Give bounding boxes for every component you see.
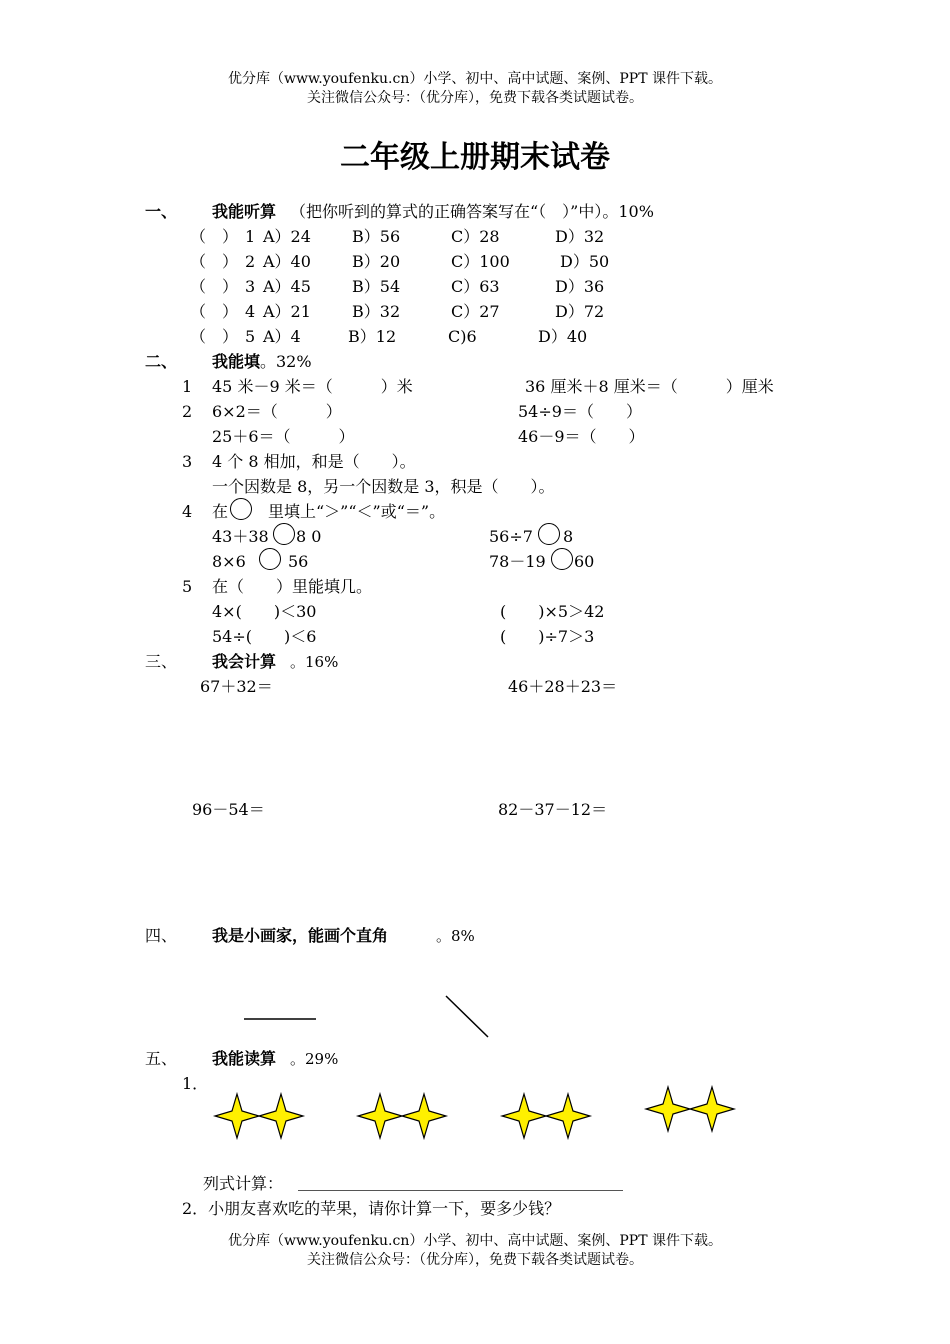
fill-item: 4×( )＜30	[212, 602, 317, 621]
option-c: C）100	[451, 252, 510, 271]
compare-instruction-prefix: 在	[212, 502, 229, 521]
star-icon	[259, 1094, 303, 1138]
compare-right: 8 0	[296, 527, 322, 546]
option-d: D）36	[555, 277, 605, 296]
page-title: 二年级上册期末试卷	[340, 140, 610, 175]
option-d: D）72	[555, 302, 605, 321]
calc-expression: 46＋28＋23＝	[508, 677, 618, 696]
section-3-title: 我会计算	[212, 652, 277, 671]
footer-line-2: 关注微信公众号：（优分库），免费下载各类试题试卷。	[307, 1252, 643, 1268]
option-b: B）32	[352, 302, 401, 321]
option-b: B）12	[348, 327, 397, 346]
option-a: A）40	[263, 252, 311, 271]
star-pair-4	[646, 1087, 734, 1131]
question-number: 1	[245, 227, 256, 246]
fill-item: 36 厘米＋8 厘米＝（ ）厘米	[525, 377, 774, 396]
fill-item: 54÷( )＜6	[212, 627, 317, 646]
section-2-percent: 。32%	[260, 352, 312, 371]
question-number: 5	[182, 577, 193, 596]
compare-right: 8	[563, 527, 574, 546]
answer-line[interactable]	[298, 1190, 623, 1191]
section-2-number: 二、	[145, 352, 178, 371]
option-c: C）63	[451, 277, 500, 296]
answer-paren: （ ）	[190, 327, 239, 346]
compare-left: 78－19	[489, 552, 546, 571]
calc-expression: 82－37－12＝	[498, 800, 608, 819]
question-number: 1	[182, 377, 193, 396]
calc-expression: 96－54＝	[192, 800, 265, 819]
question-number: 4	[245, 302, 256, 321]
option-d: D）32	[555, 227, 605, 246]
option-a: A）4	[263, 327, 301, 346]
star-pair-1	[215, 1094, 303, 1138]
fill-item: 4 个 8 相加，和是（ ）。	[212, 452, 416, 471]
answer-paren: （ ）	[190, 227, 239, 246]
option-b: B）20	[352, 252, 401, 271]
option-c: C）28	[451, 227, 500, 246]
star-icon	[215, 1094, 259, 1138]
star-icon	[402, 1094, 446, 1138]
question-number: 5	[245, 327, 256, 346]
fill-item: 46－9＝（ ）	[518, 427, 645, 446]
option-c: C）27	[451, 302, 500, 321]
section-2-title: 我能填	[212, 352, 261, 371]
section-4-title: 我是小画家，能画个直角	[212, 926, 389, 945]
section-4-percent: 。8%	[436, 927, 475, 945]
fill-item: 54÷9＝（ ）	[518, 402, 642, 421]
section-3-number: 三、	[145, 652, 178, 671]
star-icon	[358, 1094, 402, 1138]
question-number: 3	[182, 452, 193, 471]
star-pair-3	[502, 1094, 590, 1138]
fill-item: ( )×5＞42	[500, 602, 605, 621]
answer-paren: （ ）	[190, 302, 239, 321]
option-a: A）45	[263, 277, 311, 296]
compare-instruction: 里填上“＞”“＜”或“＝”。	[268, 502, 446, 521]
option-d: D）40	[538, 327, 588, 346]
answer-paren: （ ）	[190, 252, 239, 271]
star-icon	[546, 1094, 590, 1138]
word-problem: 2．小朋友喜欢吃的苹果，请你计算一下，要多少钱？	[182, 1199, 561, 1218]
option-b: B）54	[352, 277, 401, 296]
equation-label: 列式计算：	[203, 1174, 284, 1193]
section-5-percent: 。29%	[290, 1050, 339, 1068]
fill-instruction: 在（ ）里能填几。	[212, 577, 373, 596]
compare-left: 8×6	[212, 552, 246, 571]
compare-right: 60	[574, 552, 595, 571]
star-icon	[690, 1087, 734, 1131]
star-icon	[502, 1094, 546, 1138]
compare-left: 56÷7	[489, 527, 533, 546]
option-d: D）50	[560, 252, 610, 271]
star-icon	[646, 1087, 690, 1131]
footer-line-1: 优分库（www.youfenku.cn）小学、初中、高中试题、案例、PPT 课件下载。	[227, 1233, 722, 1249]
compare-right: 56	[288, 552, 309, 571]
fill-item: 6×2＝（ ）	[212, 402, 342, 421]
section-5-title: 我能读算	[212, 1049, 277, 1068]
question-number: 3	[245, 277, 256, 296]
option-a: A）24	[263, 227, 311, 246]
section-5-number: 五、	[145, 1049, 178, 1068]
header-line-1: 优分库（www.youfenku.cn）小学、初中、高中试题、案例、PPT 课件下载。	[227, 71, 722, 87]
option-c: C)6	[448, 327, 477, 346]
fill-item: ( )÷7＞3	[500, 627, 595, 646]
question-number: 4	[182, 502, 193, 521]
fill-item: 一个因数是 8，另一个因数是 3，积是（ ）。	[212, 477, 555, 496]
answer-paren: （ ）	[190, 277, 239, 296]
section-1-number: 一、	[145, 202, 178, 221]
option-a: A）21	[263, 302, 311, 321]
calc-expression: 67＋32＝	[200, 677, 273, 696]
section-3-percent: 。16%	[290, 653, 339, 671]
section-1-desc: （把你听到的算式的正确答案写在“（ ）”中）。10%	[290, 202, 654, 221]
section-4-number: 四、	[145, 926, 178, 945]
star-pair-2	[358, 1094, 446, 1138]
header-line-2: 关注微信公众号：（优分库），免费下载各类试题试卷。	[307, 90, 643, 106]
question-number: 1．	[182, 1074, 209, 1093]
fill-item: 25＋6＝（ ）	[212, 427, 355, 446]
option-b: B）56	[352, 227, 401, 246]
section-1-title: 我能听算	[212, 202, 277, 221]
fill-item: 45 米－9 米＝（ ）米	[212, 377, 413, 396]
question-number: 2	[245, 252, 256, 271]
question-number: 2	[182, 402, 193, 421]
compare-left: 43＋38	[212, 527, 269, 546]
